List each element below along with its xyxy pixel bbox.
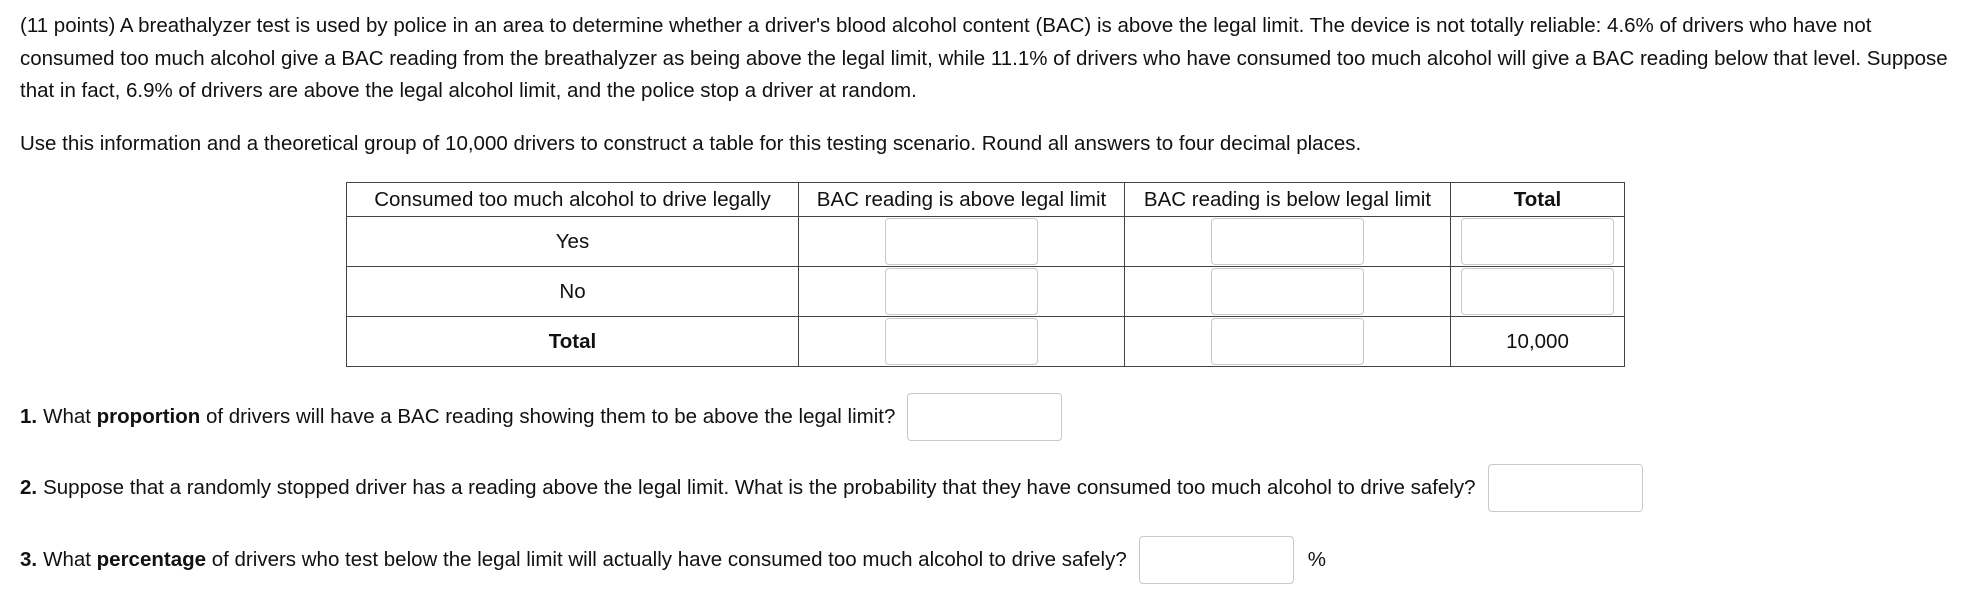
yes-total-input[interactable] xyxy=(1461,218,1614,265)
question-3-text-pre: What xyxy=(43,548,97,571)
table-instruction: Use this information and a theoretical group of 10,000 drivers to construct a table for this testing scenario. Round all answers to four decimal places. xyxy=(20,132,1362,155)
grand-total-value: 10,000 xyxy=(1451,317,1625,367)
yes-below-input[interactable] xyxy=(1211,218,1364,265)
header-total: Total xyxy=(1451,183,1625,217)
table-header-row xyxy=(347,183,1625,217)
question-2-number: 2. xyxy=(20,476,38,499)
yes-above-input[interactable] xyxy=(885,218,1038,265)
question-1 xyxy=(20,393,1062,441)
question-1-number: 1. xyxy=(20,405,38,428)
question-3-number: 3. xyxy=(20,548,38,571)
header-consumed: Consumed too much alcohol to drive legally xyxy=(347,183,799,217)
contingency-table xyxy=(346,182,1625,367)
row-label-total: Total xyxy=(347,317,799,367)
question-1-answer-input[interactable] xyxy=(907,393,1062,441)
question-3 xyxy=(20,536,1326,584)
question-1-text-post: of drivers will have a BAC reading showing them to be above the legal limit? xyxy=(200,405,896,428)
table-row-no xyxy=(347,267,1625,317)
question-3-text-post: of drivers who test below the legal limit will actually have consumed too much alcohol to drive safely? xyxy=(206,548,1127,571)
question-2-answer-input[interactable] xyxy=(1488,464,1643,512)
total-below-input[interactable] xyxy=(1211,318,1364,365)
problem-statement: (11 points) A breathalyzer test is used by police in an area to determine whether a driver's blood alcohol content (BAC) is above the legal limit. The device is not totally reliable: 4.6% of drivers who have not consumed too much alcohol give a BAC reading from the breathalyzer as being above the legal limit, while 11.1% of drivers who have consumed too much alcohol will give a BAC reading below that level. Suppose that in fact, 6.9% of drivers are above the legal alcohol limit, and the police stop a driver at random. xyxy=(20,14,1948,102)
question-1-text-pre: What xyxy=(43,405,97,428)
header-below-limit: BAC reading is below legal limit xyxy=(1125,183,1451,217)
question-3-text-bold: percentage xyxy=(96,548,207,571)
table-row-yes xyxy=(347,217,1625,267)
question-3-answer-input[interactable] xyxy=(1139,536,1294,584)
total-above-input[interactable] xyxy=(885,318,1038,365)
no-above-input[interactable] xyxy=(885,268,1038,315)
header-above-limit: BAC reading is above legal limit xyxy=(799,183,1125,217)
no-below-input[interactable] xyxy=(1211,268,1364,315)
percent-sign: % xyxy=(1307,548,1326,571)
question-2-text: Suppose that a randomly stopped driver has a reading above the legal limit. What is the probability that they have consumed too much alcohol to drive safely? xyxy=(43,476,1476,499)
row-label-no: No xyxy=(347,267,799,317)
table-row-total xyxy=(347,317,1625,367)
row-label-yes: Yes xyxy=(347,217,799,267)
question-1-text-bold: proportion xyxy=(96,405,201,428)
question-2 xyxy=(20,464,1643,512)
no-total-input[interactable] xyxy=(1461,268,1614,315)
